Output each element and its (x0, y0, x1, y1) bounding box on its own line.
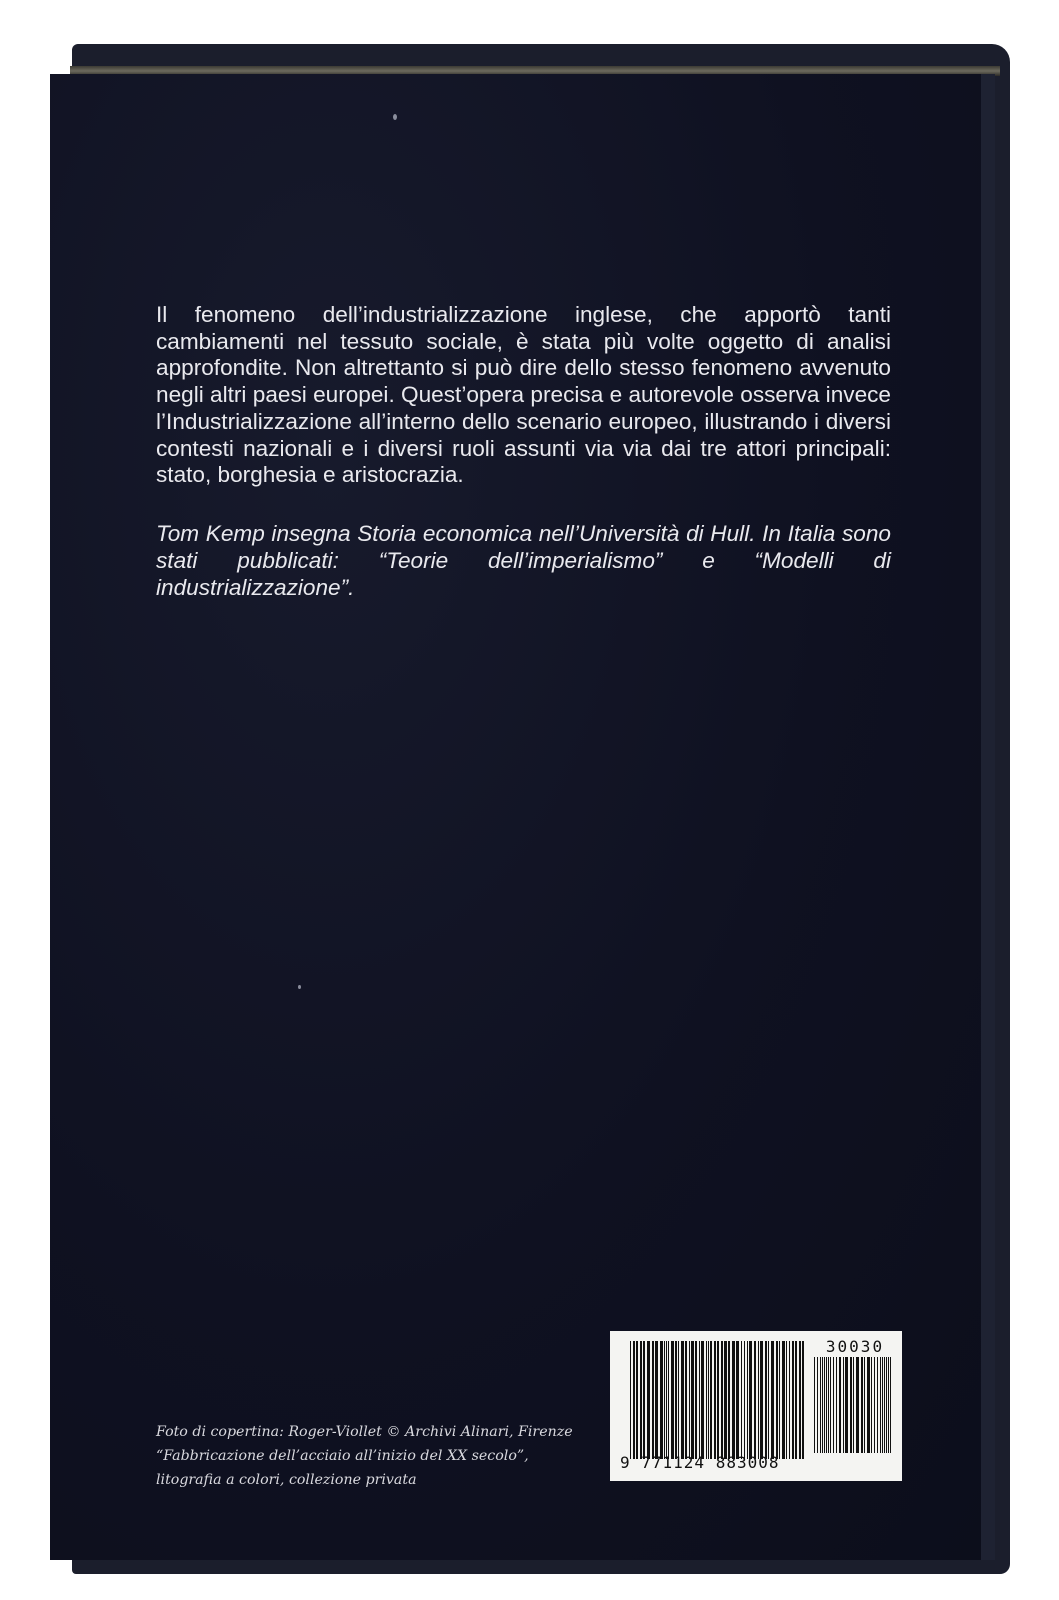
barcode-bar (765, 1341, 767, 1459)
barcode-bar (668, 1341, 669, 1459)
barcode-bar (880, 1357, 881, 1453)
barcode-bar (724, 1341, 727, 1459)
barcode-bar (689, 1341, 690, 1459)
barcode-bar (736, 1341, 739, 1459)
barcode-bar (776, 1341, 778, 1459)
barcode-bar (820, 1357, 821, 1453)
barcode-bar (691, 1341, 694, 1459)
barcode-bar (732, 1341, 735, 1459)
barcode-bar (882, 1357, 883, 1453)
barcode-bar (799, 1341, 801, 1459)
cover-credits-line: litografia a colori, collezione privata (156, 1472, 417, 1488)
barcode-bar (630, 1341, 631, 1459)
barcode-bar (822, 1357, 823, 1453)
barcode-bar (792, 1341, 794, 1459)
barcode-bar (666, 1341, 667, 1459)
barcode-bar (652, 1341, 654, 1459)
barcode-bar (874, 1357, 875, 1453)
barcode-bar (633, 1341, 635, 1459)
barcode-bar (660, 1341, 663, 1459)
barcode-bar (695, 1341, 697, 1459)
barcode-bar (655, 1341, 658, 1459)
barcode-bar (747, 1341, 748, 1459)
barcode-bar (771, 1341, 774, 1459)
barcode-bar (861, 1357, 863, 1453)
barcode-bar (830, 1357, 831, 1453)
barcode-bar (789, 1341, 790, 1459)
barcode-bar (675, 1341, 677, 1459)
barcode-bar (643, 1341, 645, 1459)
barcode-bar (779, 1341, 780, 1459)
barcode-bar (839, 1357, 841, 1453)
blurb-paragraph: Il fenomeno dell’industrializzazione inglese, che apportò tanti cambiamenti nel tessuto sociale, è stata più volte oggetto di analisi approfondite. Non altrettanto si può dire dello stesso fenomeno avvenuto negli altri paesi europei. Quest’opera precisa e autorevole osserva invece l’Industrializzazione all’interno dello scenario europeo, illustrando i diversi contesti nazionali e i diversi ruoli assunti via via dai tre attori principali: stato, borghesia e aristocrazia. (156, 302, 891, 488)
barcode-bar (786, 1341, 787, 1459)
barcode-bar (721, 1341, 723, 1459)
barcode-bar (867, 1357, 870, 1453)
barcode-bar (678, 1341, 679, 1459)
barcode-bar (884, 1357, 885, 1453)
barcode-bar (728, 1341, 730, 1459)
barcode-bar (795, 1341, 797, 1459)
barcode-label (610, 1331, 902, 1481)
barcode-bar (706, 1341, 707, 1459)
barcode-bar (671, 1341, 674, 1459)
barcode-bar (828, 1357, 829, 1453)
barcode-bar (640, 1341, 642, 1459)
barcode-bar (864, 1357, 865, 1453)
barcode-bar (856, 1357, 859, 1453)
barcode-bar (741, 1341, 742, 1459)
addon-barcode-bars (814, 1357, 894, 1453)
barcode-bar (817, 1357, 818, 1453)
barcode-bar (685, 1341, 687, 1459)
author-note: Tom Kemp insegna Storia economica nell’Università di Hull. In Italia sono stati pubblicati: “Teorie dell’imperialismo” e “Modelli di industrializzazione”. (156, 521, 891, 600)
barcode-ean-number: 9 771124 883008 (620, 1453, 780, 1472)
barcode-bar (708, 1341, 709, 1459)
barcode-bar (888, 1357, 889, 1453)
barcode-bar (714, 1341, 716, 1459)
barcode-bar (647, 1341, 650, 1459)
barcode-bar (636, 1341, 638, 1459)
barcode-bar (814, 1357, 815, 1453)
dust-speck (393, 114, 397, 120)
cover-credits-line: Foto di copertina: Roger-Viollet © Archivi Alinari, Firenze (156, 1424, 573, 1440)
barcode-bar (826, 1357, 827, 1453)
barcode-bar (833, 1357, 834, 1453)
cover-credits-line: “Fabbricazione dell’acciaio all’inizio del XX secolo”, (156, 1448, 529, 1464)
barcode-bar (886, 1357, 887, 1453)
barcode-bar (710, 1341, 712, 1459)
barcode-bar (699, 1341, 700, 1459)
barcode-bar (782, 1341, 785, 1459)
barcode-bar (853, 1357, 854, 1453)
barcode-bar (758, 1341, 759, 1459)
barcode-bar (843, 1357, 844, 1453)
barcode-bar (890, 1357, 891, 1453)
ean-barcode-bars (630, 1341, 806, 1459)
barcode-bar (760, 1341, 763, 1459)
barcode-bar (749, 1341, 752, 1459)
cover-credits (156, 1420, 576, 1492)
barcode-bar (768, 1341, 769, 1459)
barcode-bar (717, 1341, 719, 1459)
barcode-bar (681, 1341, 684, 1459)
barcode-bar (871, 1357, 872, 1453)
barcode-addon-number: 30030 (825, 1337, 885, 1356)
barcode-bar (802, 1341, 804, 1459)
barcode-bar (754, 1341, 756, 1459)
barcode-bar (845, 1357, 848, 1453)
barcode-bar (664, 1341, 665, 1459)
barcode-bar (850, 1357, 852, 1453)
barcode-bar (824, 1357, 825, 1453)
dust-speck (298, 985, 301, 989)
barcode-bar (744, 1341, 745, 1459)
barcode-bar (836, 1357, 837, 1453)
barcode-bar (877, 1357, 878, 1453)
barcode-bar (701, 1341, 704, 1459)
